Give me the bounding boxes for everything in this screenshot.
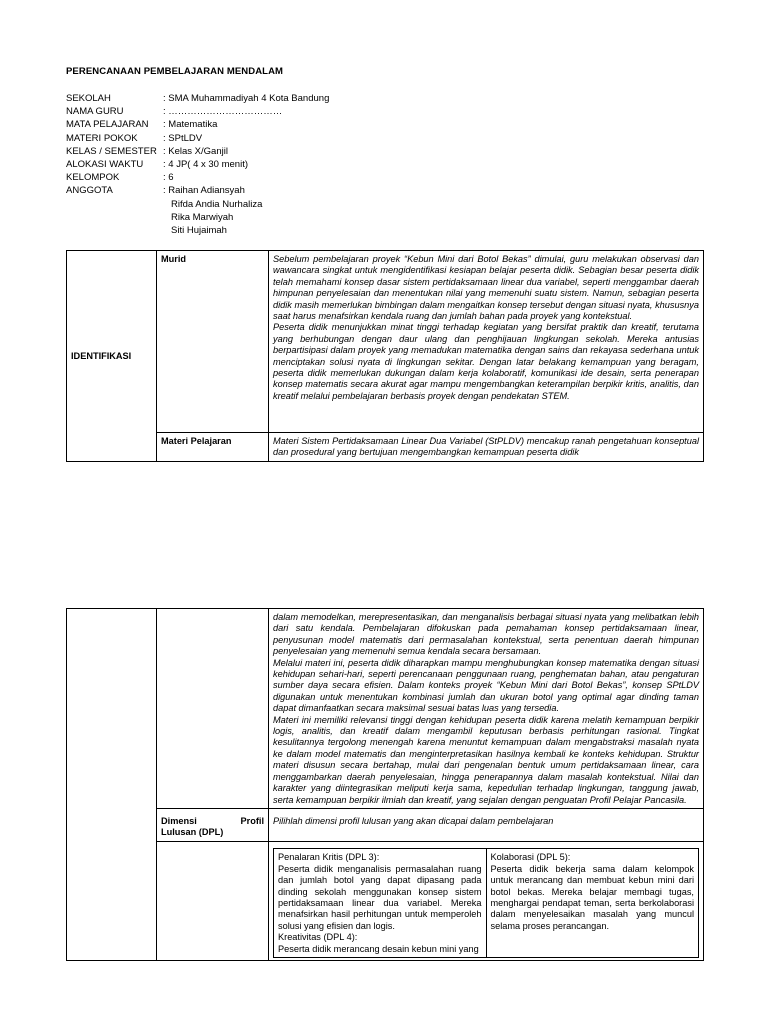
dpl-critical-reasoning-text: Peserta didik menganalisis permasalahan ruang dan jumlah botol yang dapat dipasang pada dinding sekolah menggunakan konsep sistem pertidaksamaan linear dua variabel. Mereka menafsirkan hasil perhitungan untuk memperoleh solusi yang efisien dan logis. <box>278 863 482 931</box>
dpl-right-column <box>486 849 699 958</box>
materi-description: Materi Sistem Pertidaksamaan Linear Dua Variabel (StPLDV) mencakup ranah pengetahuan konseptual dan prosedural yang bertujuan mengembangkan kemampuan peserta didik <box>269 433 704 462</box>
identification-table <box>66 250 704 462</box>
member-name: Rika Marwiyah <box>171 211 234 223</box>
member-name: Rifda Andia Nurhaliza <box>171 198 263 210</box>
meta-value: : SMA Muhammadiyah 4 Kota Bandung <box>163 93 330 104</box>
dpl-columns <box>273 848 699 958</box>
empty-label-cell <box>157 842 269 961</box>
row-label-murid: Murid <box>157 251 269 433</box>
section-label-identifikasi: IDENTIFIKASI <box>67 251 157 462</box>
meta-value: : 6 <box>163 172 174 184</box>
meta-label: KELOMPOK <box>66 172 120 184</box>
paragraph-block: dalam memodelkan, merepresentasikan, dan menganalisis berbagai situasi nyata yang melibatkan lebih dari satu kendala. Pembelajaran difokuskan pada pemahaman konsep pertidaksamaan linear, penyusunan model matematis dari permasalahan kontekstual, serta penentuan daerah himpunan penyelesaian yang memenuhi semua kendala secara bersamaan. Melalui materi ini, peserta didik diharapkan mampu menghubungkan konsep matematika dengan situasi kehidupan sehari-hari, seperti perencanaan penggunaan ruang, penghematan bahan, atau pengaturan sumber daya secara efisien. Dalam konteks proyek “Kebun Mini dari Botol Bekas”, konsep SPtLDV digunakan untuk menentukan kombinasi jumlah dan ukuran botol yang optimal agar dinding taman dapat dimanfaatkan secara maksimal sesuai batas luas yang tersedia. Materi ini memiliki relevansi tinggi dengan kehidupan peserta didik karena melatih kemampuan berpikir logis, analitis, dan kreatif dalam mengambil keputusan berbasis perhitungan rasional. Tingkat kesulitannya tergolong menengah karena menuntut kemampuan dalam mengabstraksi masalah nyata ke dalam model matematis dan menginterpretasikan hasilnya kembali ke konteks kehidupan. Struktur materi disusun secara bertahap, mulai dari pengenalan bentuk umum pertidaksamaan linear, cara menggambarkan daerah penyelesaian, hingga penerapannya dalam masalah kontekstual. Nilai dan karakter yang diintegrasikan meliputi kerja sama, kepedulian terhadap lingkungan, tanggung jawab, serta kemampuan berpikir ilmiah dan kreatif, yang sejalan dengan penguatan Profil Pelajar Pancasila. <box>273 612 699 805</box>
dpl-prompt: Pilihlah dimensi profil lulusan yang akan dicapai dalam pembelajaran <box>269 808 704 841</box>
meta-label: MATA PELAJARAN <box>66 119 149 131</box>
member-name: Siti Hujaimah <box>171 225 227 237</box>
meta-row <box>66 118 329 131</box>
row-label-materi-pelajaran: Materi Pelajaran <box>157 433 269 462</box>
dpl-collaboration-text: Peserta didik bekerja sama dalam kelompok untuk merancang dan membuat kebun mini dari botol bekas. Mereka belajar membagi tugas, menghargai pendapat teman, serta berkolaborasi dalam menyelesaikan masalah yang muncul selama proses perancangan. <box>490 863 694 931</box>
dpl-detail-cell <box>269 842 704 961</box>
identity-block <box>66 92 329 237</box>
meta-row <box>66 145 329 158</box>
meta-value: : 4 JP( 4 x 30 menit) <box>163 159 249 171</box>
meta-row <box>66 158 329 171</box>
row-label-dpl <box>157 808 269 841</box>
meta-label: SEKOLAH <box>66 93 111 104</box>
meta-row <box>66 184 329 197</box>
identification-table-continued <box>66 608 704 961</box>
dpl-left-column <box>274 849 487 958</box>
meta-label: NAMA GURU <box>66 106 124 118</box>
meta-row <box>66 132 329 145</box>
dpl-critical-reasoning-title: Penalaran Kritis (DPL 3): <box>278 852 380 863</box>
dpl-label-line <box>161 816 264 827</box>
empty-label-cell <box>157 609 269 809</box>
meta-row <box>66 171 329 184</box>
document-title: PERENCANAAN PEMBELAJARAN MENDALAM <box>66 66 284 77</box>
meta-value: : Raihan Adiansyah <box>163 185 245 197</box>
dpl-collaboration-title: Kolaborasi (DPL 5): <box>490 852 571 863</box>
meta-value: : Matematika <box>163 119 218 131</box>
meta-label: KELAS / SEMESTER <box>66 145 157 157</box>
meta-value: : ……………………………… <box>163 106 283 118</box>
meta-label: MATERI POKOK <box>66 132 138 144</box>
meta-value: : Kelas X/Ganjil <box>163 145 228 157</box>
dpl-label-word: Dimensi <box>161 815 197 826</box>
dpl-label-word: Lulusan (DPL) <box>161 827 224 838</box>
materi-description-continued <box>269 609 704 809</box>
murid-description <box>269 251 704 433</box>
dpl-creativity-text: Peserta didik merancang desain kebun mini yang <box>278 943 479 954</box>
meta-label: ANGGOTA <box>66 185 113 197</box>
empty-section-cell <box>67 609 157 961</box>
dpl-label-word: Profil <box>240 815 264 826</box>
meta-row <box>66 92 329 105</box>
dpl-creativity-title: Kreativitas (DPL 4): <box>278 932 358 943</box>
meta-value: : SPtLDV <box>163 132 203 144</box>
meta-label: ALOKASI WAKTU <box>66 159 144 171</box>
paragraph-block: Sebelum pembelajaran proyek “Kebun Mini dari Botol Bekas” dimulai, guru melakukan observasi dan wawancara singkat untuk mengidentifikasi kesiapan belajar peserta didik. Sebagian besar peserta didik telah memahami konsep dasar sistem pertidaksamaan linear dua variabel, seperti menggambar daerah himpunan penyelesaian dan menentukan nilai yang memenuhi suatu sistem. Namun, sebagian peserta didik masih memerlukan bimbingan dalam mengaitkan konsep tersebut dengan situasi nyata, khususnya saat harus menafsirkan kendala ruang dan jumlah bahan pada proyek yang kontekstual. Peserta didik menunjukkan minat tinggi terhadap kegiatan yang bersifat praktik dan kreatif, terutama yang berhubungan dengan daur ulang dan penghijauan lingkungan sekolah. Mereka antusias berpartisipasi dalam proyek yang memadukan matematika dengan sains dan rekayasa sederhana untuk menciptakan solusi nyata di lingkungan sekitar. Dengan latar belakang kemampuan yang beragam, peserta didik memerlukan dukungan dalam kerja kolaboratif, komunikasi ide desain, serta penerapan konsep matematis secara akurat agar mampu mengembangkan keterampilan berpikir kritis, analitis, dan kreatif melalui pembelajaran berbasis proyek dengan pendekatan STEM. <box>273 254 699 401</box>
meta-row <box>66 105 329 118</box>
